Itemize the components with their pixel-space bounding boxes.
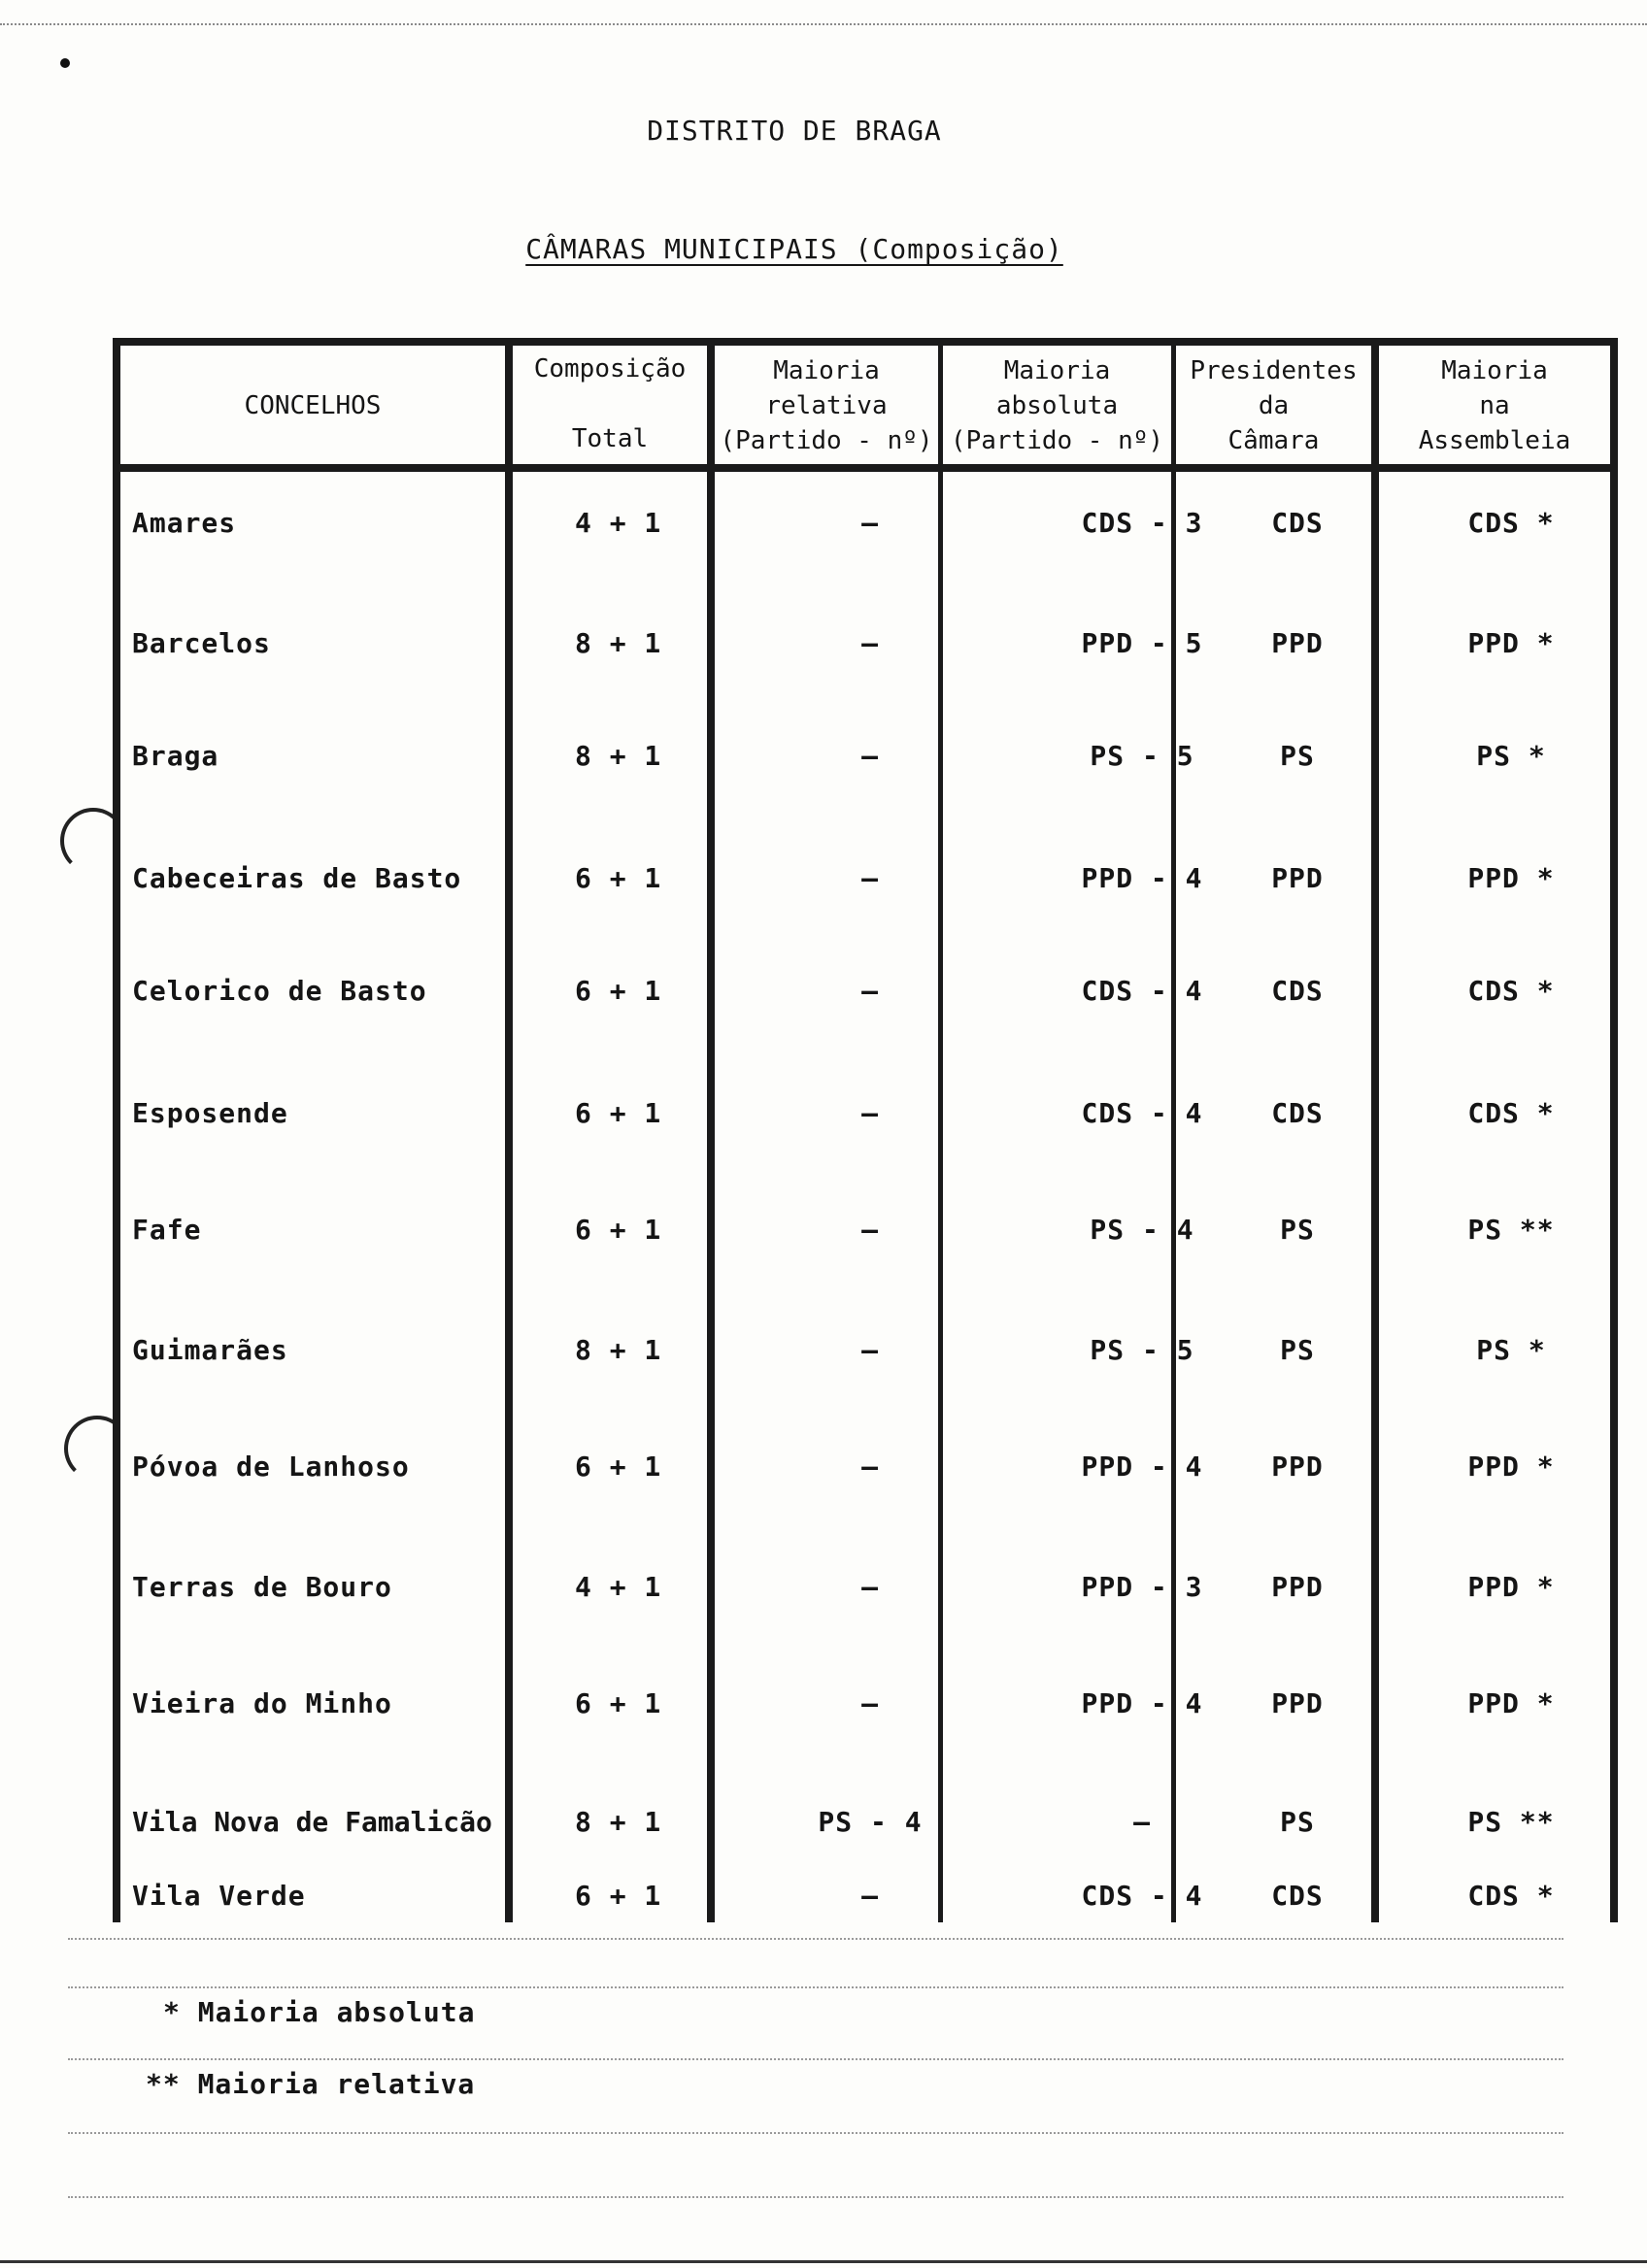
concelho-name: Guimarães [132,1334,288,1366]
table-row [113,862,1618,901]
maioria-absoluta-value: PS - 5 [1090,1334,1194,1366]
form-guide-line [68,1938,1563,1940]
presidente-value: PS [1280,1806,1315,1838]
maioria-absoluta-value: CDS - 4 [1081,1880,1203,1912]
maioria-relativa-value: — [861,740,879,772]
assembleia-value: PPD * [1467,627,1555,659]
top-dotted-border [0,23,1647,25]
maioria-relativa-value: — [861,1451,879,1483]
composicao-value: 4 + 1 [575,507,662,539]
composicao-value: 6 + 1 [575,1880,662,1912]
assembleia-value: PPD * [1467,1687,1555,1719]
header-assembleia-label: Maioria [1441,356,1548,385]
header-relativa-label: (Partido - nº) [720,426,933,455]
concelho-name: Barcelos [132,627,271,659]
maioria-absoluta-value: PPD - 5 [1081,627,1203,659]
header-composicao-sublabel: Total [571,424,649,453]
header-relativa-label: Maioria [773,356,880,385]
assembleia-value: PS ** [1467,1214,1555,1246]
table-row [113,1097,1618,1136]
concelho-name: Celorico de Basto [132,975,427,1007]
presidente-value: PPD [1271,1451,1324,1483]
table-row [113,740,1618,779]
assembleia-value: CDS * [1467,1097,1555,1129]
form-guide-line [68,2132,1563,2134]
form-guide-line [68,2196,1563,2198]
concelho-name: Terras de Bouro [132,1571,392,1603]
composicao-value: 6 + 1 [575,862,662,894]
table-header-divider [113,464,1618,472]
header-assembleia [1379,351,1610,460]
header-relativa-label: relativa [765,391,888,420]
header-concelhos-label: CONCELHOS [244,391,382,420]
assembleia-value: CDS * [1467,1880,1555,1912]
maioria-relativa-value: — [861,507,879,539]
maioria-relativa-value: — [861,1880,879,1912]
header-absoluta-label: absoluta [995,391,1119,420]
bottom-border [0,2260,1647,2263]
assembleia-value: PS * [1476,1334,1546,1366]
assembleia-value: PS * [1476,740,1546,772]
maioria-relativa-value: — [861,975,879,1007]
header-composicao-label: Composição [533,354,687,384]
maioria-relativa-value: — [861,1097,879,1129]
composicao-value: 6 + 1 [575,1097,662,1129]
maioria-absoluta-value: — [1133,1806,1151,1838]
concelho-name: Amares [132,507,237,539]
table-row [113,1806,1618,1845]
assembleia-value: PPD * [1467,862,1555,894]
presidente-value: PS [1280,1334,1315,1366]
maioria-absoluta-value: CDS - 4 [1081,975,1203,1007]
maioria-absoluta-value: PPD - 3 [1081,1571,1203,1603]
header-assembleia-label: Assembleia [1418,426,1571,455]
table-row [113,1687,1618,1726]
header-absoluta-label: (Partido - nº) [950,426,1164,455]
maioria-absoluta-value: CDS - 4 [1081,1097,1203,1129]
composicao-value: 8 + 1 [575,1806,662,1838]
composicao-value: 8 + 1 [575,740,662,772]
concelho-name: Vieira do Minho [132,1687,392,1719]
assembleia-value: PS ** [1467,1806,1555,1838]
concelho-name: Fafe [132,1214,202,1246]
presidente-value: PS [1280,740,1315,772]
presidente-value: PPD [1271,862,1324,894]
table-row [113,975,1618,1014]
presidente-value: PPD [1271,1571,1324,1603]
presidente-value: CDS [1271,1880,1324,1912]
composicao-value: 6 + 1 [575,975,662,1007]
composicao-value: 8 + 1 [575,1334,662,1366]
composicao-value: 6 + 1 [575,1451,662,1483]
form-guide-line [68,1986,1563,1988]
assembleia-value: CDS * [1467,975,1555,1007]
table-row [113,1451,1618,1489]
maioria-relativa-value: — [861,862,879,894]
document-subtitle-text: CÂMARAS MUNICIPAIS (Composição) [525,233,1063,265]
table-row [113,1334,1618,1373]
table-row [113,1571,1618,1610]
header-presidentes-label: da [1258,391,1290,420]
maioria-absoluta-value: PPD - 4 [1081,862,1203,894]
presidente-value: PS [1280,1214,1315,1246]
legend-double-star: ** Maioria relativa [146,2068,476,2100]
assembleia-value: PPD * [1467,1571,1555,1603]
presidente-value: PPD [1271,1687,1324,1719]
presidente-value: PPD [1271,627,1324,659]
header-presidentes [1176,351,1371,460]
table-row [113,507,1618,546]
composicao-value: 6 + 1 [575,1214,662,1246]
header-maioria-relativa [715,351,938,460]
maioria-relativa-value: PS - 4 [818,1806,923,1838]
presidente-value: CDS [1271,1097,1324,1129]
header-presidentes-label: Câmara [1227,426,1320,455]
maioria-absoluta-value: PPD - 4 [1081,1687,1203,1719]
table-row [113,1214,1618,1252]
table-top-border [113,338,1618,346]
maioria-absoluta-value: PS - 4 [1090,1214,1194,1246]
concelho-name: Cabeceiras de Basto [132,862,462,894]
maioria-absoluta-value: PPD - 4 [1081,1451,1203,1483]
header-presidentes-label: Presidentes [1190,356,1358,385]
header-maioria-absoluta [943,351,1171,460]
composicao-value: 6 + 1 [575,1687,662,1719]
legend-single-star: * Maioria absoluta [163,1996,476,2028]
maioria-absoluta-value: CDS - 3 [1081,507,1203,539]
maioria-relativa-value: — [861,1214,879,1246]
maioria-relativa-value: — [861,1334,879,1366]
form-guide-line [68,2058,1563,2060]
concelho-name: Esposende [132,1097,288,1129]
header-concelhos [120,351,505,460]
maioria-absoluta-value: PS - 5 [1090,740,1194,772]
concelho-name: Vila Nova de Famalicão [132,1806,492,1838]
document-subtitle [0,233,1618,265]
maioria-relativa-value: — [861,627,879,659]
document-title: DISTRITO DE BRAGA [647,115,942,147]
table-row [113,1880,1618,1918]
table-row [113,627,1618,666]
composition-table [113,338,1618,1922]
composicao-value: 8 + 1 [575,627,662,659]
assembleia-value: PPD * [1467,1451,1555,1483]
header-composicao [513,351,707,456]
maioria-relativa-value: — [861,1687,879,1719]
maioria-relativa-value: — [861,1571,879,1603]
presidente-value: CDS [1271,507,1324,539]
concelho-name: Vila Verde [132,1880,306,1912]
assembleia-value: CDS * [1467,507,1555,539]
concelho-name: Póvoa de Lanhoso [132,1451,410,1483]
composicao-value: 4 + 1 [575,1571,662,1603]
header-assembleia-label: na [1479,391,1510,420]
ink-speck [60,58,70,68]
header-absoluta-label: Maioria [1003,356,1111,385]
concelho-name: Braga [132,740,219,772]
presidente-value: CDS [1271,975,1324,1007]
